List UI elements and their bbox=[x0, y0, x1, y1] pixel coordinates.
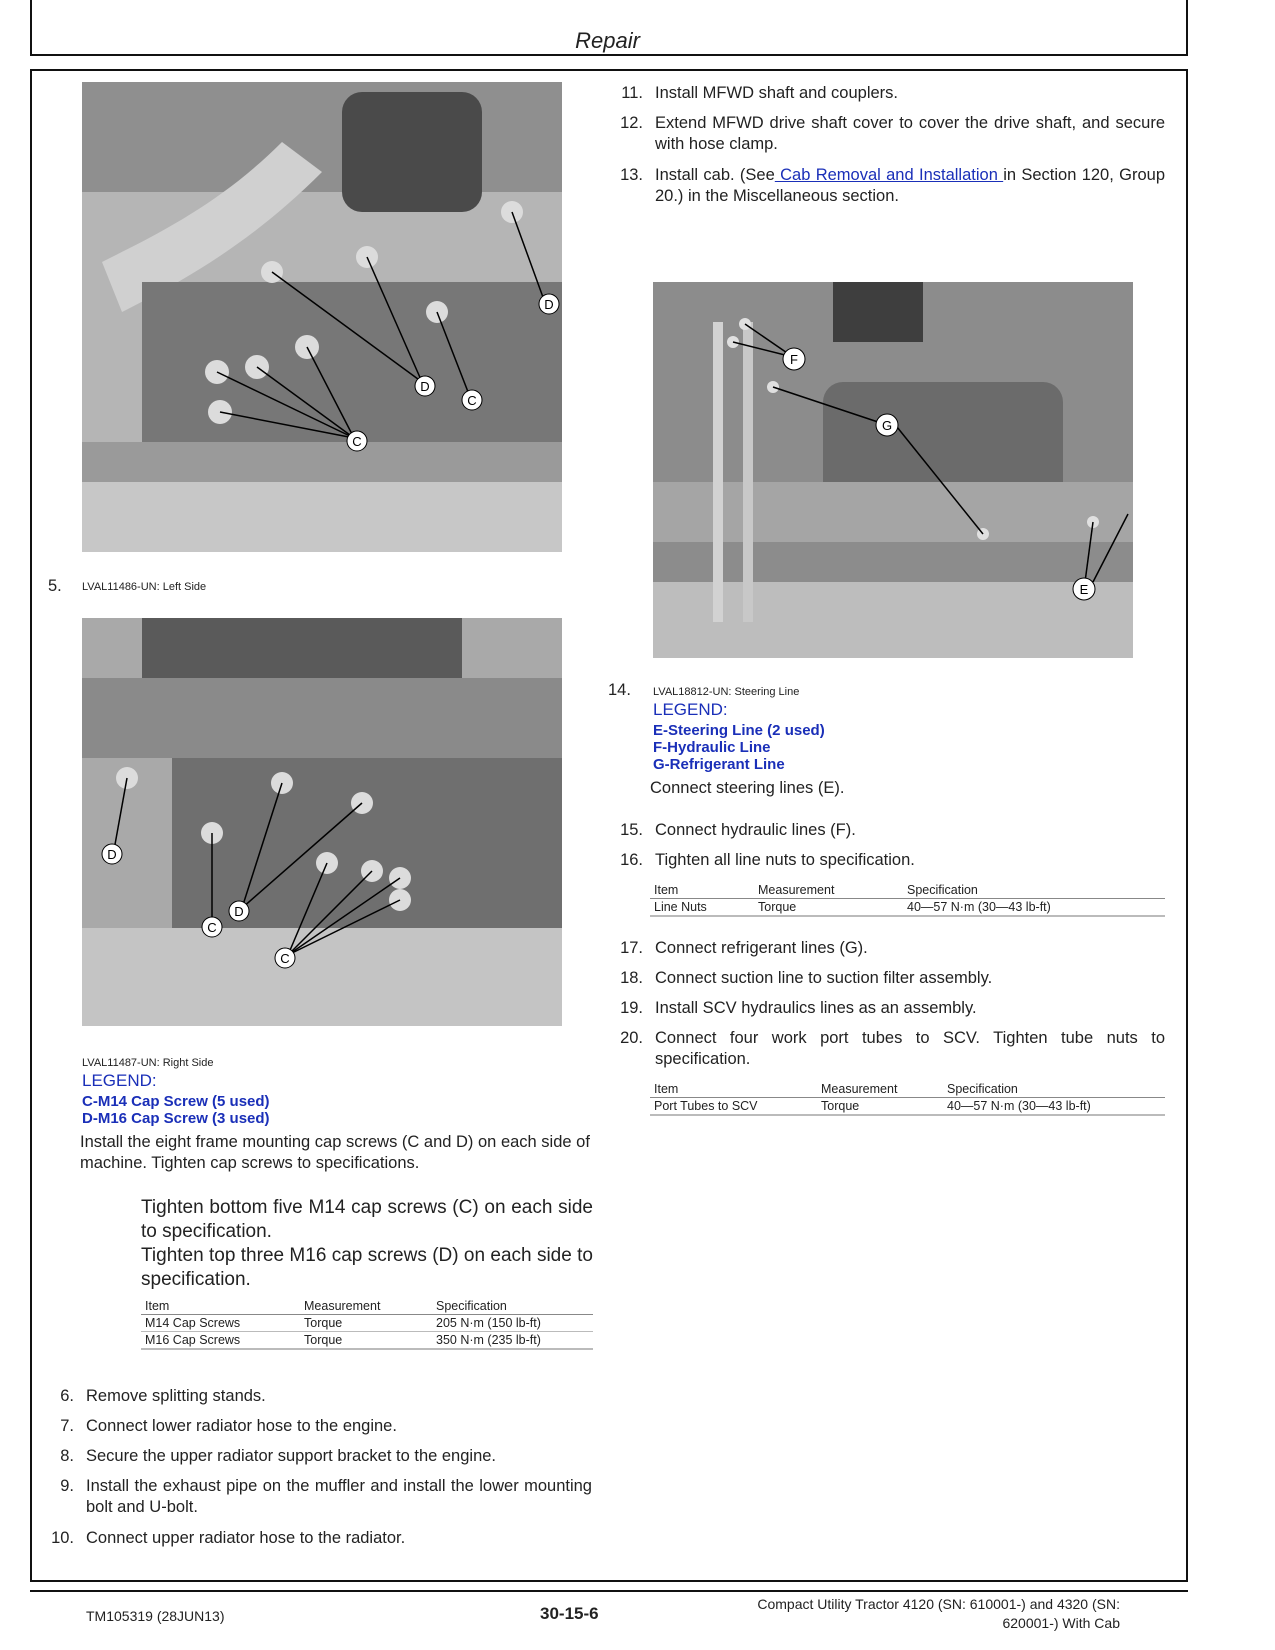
table-row bbox=[650, 1098, 1165, 1116]
legend-efg bbox=[653, 700, 1153, 773]
legend-item: C-M14 Cap Screw (5 used) bbox=[82, 1093, 270, 1110]
figure-caption: LVAL18812-UN: Steering Line bbox=[653, 686, 800, 698]
footer-model-line: 620001-) With Cab bbox=[1002, 1615, 1120, 1631]
step-text: in Section 120, Group 20.) in the Miscellaneous section. bbox=[655, 166, 1165, 205]
callout-label: F bbox=[790, 352, 798, 367]
callout-label: D bbox=[544, 297, 554, 312]
step-item bbox=[60, 1386, 592, 1407]
step-number: 13. bbox=[620, 166, 643, 184]
cell: M16 Cap Screws bbox=[141, 1332, 300, 1350]
step-text: Connect suction line to suction filter assembly. bbox=[655, 969, 993, 987]
step-number: 6. bbox=[60, 1387, 74, 1405]
step-item bbox=[620, 968, 1165, 989]
step-item bbox=[620, 820, 1165, 841]
step-number: 20. bbox=[620, 1029, 643, 1047]
tighten-bottom-text: Tighten bottom five M14 cap screws (C) on each side to specification. bbox=[141, 1197, 593, 1242]
step-text: Connect hydraulic lines (F). bbox=[655, 821, 856, 839]
footer-divider bbox=[30, 1590, 1188, 1592]
left-side-photo bbox=[82, 82, 562, 552]
tighten-block bbox=[141, 1196, 593, 1292]
cell: Line Nuts bbox=[650, 899, 754, 917]
step-number: 17. bbox=[620, 939, 643, 957]
step-text: Connect lower radiator hose to the engine. bbox=[86, 1417, 397, 1435]
cell: Port Tubes to SCV bbox=[650, 1098, 817, 1116]
callout-label: D bbox=[107, 847, 117, 862]
step-number: 19. bbox=[620, 999, 643, 1017]
steering-line-photo bbox=[653, 282, 1133, 658]
step-number: 14. bbox=[608, 681, 631, 699]
step-text: Secure the upper radiator support bracket to the engine. bbox=[86, 1447, 497, 1465]
footer-model-line: Compact Utility Tractor 4120 (SN: 610001-) and 4320 (SN: bbox=[757, 1596, 1120, 1612]
footer-doc-id: TM105319 (28JUN13) bbox=[86, 1608, 225, 1624]
step-text: Install MFWD shaft and couplers. bbox=[655, 84, 899, 102]
line-nuts-spec-table bbox=[650, 883, 1165, 917]
cell: 40—57 N·m (30—43 lb-ft) bbox=[903, 899, 1165, 917]
step-number: 8. bbox=[60, 1447, 74, 1465]
tighten-top-text: Tighten top three M16 cap screws (D) on each side to specification. bbox=[141, 1245, 593, 1290]
step-item bbox=[621, 83, 1165, 104]
step-text: Connect upper radiator hose to the radiator. bbox=[86, 1529, 406, 1547]
cell: Torque bbox=[754, 899, 903, 917]
step-text: Extend MFWD drive shaft cover to cover the drive shaft, and secure with hose clamp. bbox=[655, 114, 1165, 153]
footer-model bbox=[640, 1595, 1120, 1633]
step-number: 9. bbox=[60, 1477, 74, 1495]
table-row bbox=[141, 1332, 593, 1350]
cell: Torque bbox=[300, 1315, 432, 1332]
col-item: Item bbox=[650, 1082, 817, 1098]
install-cap-screws-text: Install the eight frame mounting cap screws (C and D) on each side of machine. Tighten cap screws to specifications. bbox=[80, 1133, 590, 1172]
callout-label: E bbox=[1079, 582, 1089, 597]
step-text: Install SCV hydraulics lines as an assembly. bbox=[655, 999, 977, 1017]
figure-caption: LVAL11486-UN: Left Side bbox=[82, 581, 207, 593]
step-item bbox=[620, 113, 1165, 155]
step-text: Connect refrigerant lines (G). bbox=[655, 939, 868, 957]
step-number: 18. bbox=[620, 969, 643, 987]
footer-page-number: 30-15-6 bbox=[540, 1604, 599, 1623]
col-measurement: Measurement bbox=[300, 1299, 432, 1315]
step-item bbox=[60, 1476, 592, 1518]
step-number: 16. bbox=[620, 851, 643, 869]
legend-cd bbox=[82, 1071, 582, 1127]
step-number: 10. bbox=[51, 1529, 74, 1547]
step-item bbox=[60, 1446, 592, 1467]
step-item bbox=[620, 938, 1165, 959]
cell: Torque bbox=[300, 1332, 432, 1350]
step-number: 11. bbox=[621, 84, 643, 102]
step-item bbox=[51, 1528, 592, 1549]
table-row bbox=[650, 899, 1165, 917]
right-side-photo bbox=[82, 618, 562, 1026]
port-tubes-spec-table bbox=[650, 1082, 1165, 1116]
step-number: 15. bbox=[620, 821, 643, 839]
callout-label: D bbox=[420, 379, 430, 394]
col-item: Item bbox=[650, 883, 754, 899]
step-text: Remove splitting stands. bbox=[86, 1387, 266, 1405]
callout-label: C bbox=[207, 920, 217, 935]
callout-label: C bbox=[280, 951, 290, 966]
col-specification: Specification bbox=[903, 883, 1165, 899]
step-number: 5. bbox=[48, 577, 62, 595]
step-number: 12. bbox=[620, 114, 643, 132]
col-specification: Specification bbox=[943, 1082, 1165, 1098]
callout-label: C bbox=[467, 393, 477, 408]
table-row bbox=[141, 1315, 593, 1332]
legend-item: E-Steering Line (2 used) bbox=[653, 722, 825, 739]
cell: Torque bbox=[817, 1098, 943, 1116]
step-item bbox=[60, 1416, 592, 1437]
cell: 350 N·m (235 lb-ft) bbox=[432, 1332, 593, 1350]
callout-label: G bbox=[881, 418, 893, 433]
page-title: Repair bbox=[575, 28, 640, 53]
step-text: Connect four work port tubes to SCV. Tighten tube nuts to specification. bbox=[655, 1029, 1165, 1068]
legend-item: G-Refrigerant Line bbox=[653, 756, 785, 773]
step-item bbox=[620, 165, 1165, 207]
figure-caption: LVAL11487-UN: Right Side bbox=[82, 1057, 214, 1069]
step-text: Install the exhaust pipe on the muffler and install the lower mounting bolt and U-bolt. bbox=[86, 1477, 592, 1516]
cab-removal-link[interactable]: Cab Removal and Installation bbox=[774, 166, 1004, 184]
cell: 40—57 N·m (30—43 lb-ft) bbox=[943, 1098, 1165, 1116]
cap-screw-spec-table bbox=[141, 1299, 593, 1350]
step-item bbox=[620, 850, 1165, 871]
step-text: Install cab. (See bbox=[655, 166, 775, 184]
cell: M14 Cap Screws bbox=[141, 1315, 300, 1332]
col-measurement: Measurement bbox=[754, 883, 903, 899]
step-number: 7. bbox=[60, 1417, 74, 1435]
callout-label: C bbox=[352, 434, 362, 449]
legend-item: F-Hydraulic Line bbox=[653, 739, 771, 756]
legend-heading: LEGEND: bbox=[653, 700, 728, 719]
legend-heading: LEGEND: bbox=[82, 1071, 157, 1090]
step-item bbox=[620, 1028, 1165, 1070]
callout-label: D bbox=[234, 904, 244, 919]
col-measurement: Measurement bbox=[817, 1082, 943, 1098]
connect-steering-text: Connect steering lines (E). bbox=[650, 779, 845, 797]
step-text: Tighten all line nuts to specification. bbox=[655, 851, 915, 869]
legend-item: D-M16 Cap Screw (3 used) bbox=[82, 1110, 270, 1127]
step-item bbox=[620, 998, 1165, 1019]
cell: 205 N·m (150 lb-ft) bbox=[432, 1315, 593, 1332]
col-specification: Specification bbox=[432, 1299, 593, 1315]
col-item: Item bbox=[141, 1299, 300, 1315]
